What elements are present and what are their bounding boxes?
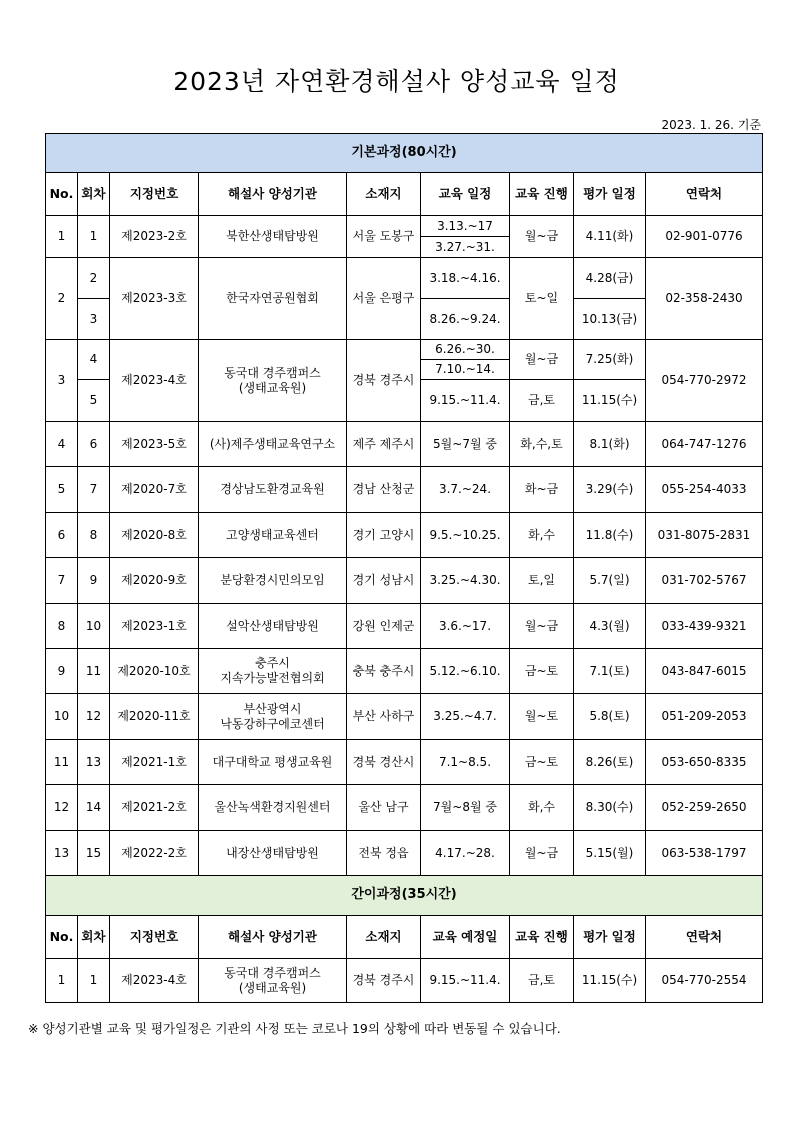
table-row [46,258,763,299]
cell-location: 경기 고양시 [347,513,421,558]
cell-eval: 7.25(화) [574,340,646,380]
cell-contact: 054-770-2554 [646,959,763,1003]
cell-round: 8 [78,513,110,558]
cell-round: 14 [78,785,110,831]
cell-no: 13 [46,831,78,876]
cell-schedule: 3.25.~4.30. [421,558,510,604]
cell-no: 9 [46,649,78,694]
table-row [46,694,763,740]
cell-days: 월~토 [510,694,574,740]
cell-institution [199,959,347,1003]
cell-days: 월~금 [510,604,574,649]
cell-designation: 제2021-1호 [110,740,199,785]
section-basic-title: 기본과정(80시간) [46,134,763,173]
cell-no: 7 [46,558,78,604]
cell-no: 1 [46,216,78,258]
cell-contact: 053-650-8335 [646,740,763,785]
section-short-title: 간이과정(35시간) [46,876,763,916]
cell-schedule: 6.26.~30. [421,340,510,360]
cell-eval: 8.1(화) [574,422,646,467]
cell-institution: 설악산생태탐방원 [199,604,347,649]
cell-institution: 고양생태교육센터 [199,513,347,558]
cell-institution: 북한산생태탐방원 [199,216,347,258]
cell-schedule: 5월~7월 중 [421,422,510,467]
cell-round: 5 [78,380,110,422]
cell-schedule: 3.18.~4.16. [421,258,510,299]
cell-schedule: 7월~8월 중 [421,785,510,831]
header-contact: 연락처 [646,916,763,959]
header-location: 소재지 [347,173,421,216]
cell-round: 1 [78,216,110,258]
cell-designation: 제2022-2호 [110,831,199,876]
cell-location: 부산 사하구 [347,694,421,740]
table-row [46,422,763,467]
cell-designation: 제2020-9호 [110,558,199,604]
cell-round: 10 [78,604,110,649]
institution-line: 지속가능발전협의회 [220,671,325,685]
cell-contact: 031-702-5767 [646,558,763,604]
cell-round: 7 [78,467,110,513]
cell-designation: 제2021-2호 [110,785,199,831]
cell-eval: 11.15(수) [574,380,646,422]
institution-line: 충주시 [255,656,290,670]
cell-contact: 02-358-2430 [646,258,763,340]
cell-location: 경기 성남시 [347,558,421,604]
cell-eval: 3.29(수) [574,467,646,513]
cell-institution: 한국자연공원협회 [199,258,347,340]
cell-eval: 8.26(토) [574,740,646,785]
cell-designation: 제2020-7호 [110,467,199,513]
cell-no: 1 [46,959,78,1003]
cell-location: 울산 남구 [347,785,421,831]
cell-no: 3 [46,340,78,422]
cell-designation: 제2023-4호 [110,959,199,1003]
cell-schedule: 3.25.~4.7. [421,694,510,740]
table-row [46,340,763,360]
cell-days: 화,수,토 [510,422,574,467]
cell-eval: 5.7(일) [574,558,646,604]
cell-schedule: 5.12.~6.10. [421,649,510,694]
cell-contact: 043-847-6015 [646,649,763,694]
cell-contact: 064-747-1276 [646,422,763,467]
cell-no: 2 [46,258,78,340]
cell-no: 5 [46,467,78,513]
cell-institution [199,649,347,694]
cell-schedule: 7.1~8.5. [421,740,510,785]
cell-contact: 055-254-4033 [646,467,763,513]
base-date: 2023. 1. 26. 기준 [661,118,761,132]
header-institution: 해설사 양성기관 [199,916,347,959]
cell-days: 금~토 [510,740,574,785]
cell-location: 서울 은평구 [347,258,421,340]
cell-location: 전북 정읍 [347,831,421,876]
institution-line: 낙동강하구에코센터 [220,716,325,731]
cell-days: 토~일 [510,258,574,340]
header-round: 회차 [78,916,110,959]
cell-institution [199,340,347,422]
cell-days: 토,일 [510,558,574,604]
header-edu-days: 교육 진행 [510,173,574,216]
cell-no: 12 [46,785,78,831]
table-row [46,785,763,831]
cell-no: 11 [46,740,78,785]
cell-institution: 울산녹색환경지원센터 [199,785,347,831]
table-row [46,649,763,694]
cell-eval: 7.1(토) [574,649,646,694]
cell-eval: 4.11(화) [574,216,646,258]
cell-institution: 내장산생태탐방원 [199,831,347,876]
institution-line: (생태교육원) [238,380,307,395]
header-eval: 평가 일정 [574,173,646,216]
cell-contact: 051-209-2053 [646,694,763,740]
cell-designation: 제2023-4호 [110,340,199,422]
header-designation: 지정번호 [110,173,199,216]
cell-location: 충북 충주시 [347,649,421,694]
cell-schedule: 3.6.~17. [421,604,510,649]
cell-days: 화~금 [510,467,574,513]
cell-schedule: 9.15.~11.4. [421,380,510,422]
cell-eval: 11.8(수) [574,513,646,558]
cell-no: 8 [46,604,78,649]
cell-eval: 5.8(토) [574,694,646,740]
cell-contact: 02-901-0776 [646,216,763,258]
cell-round: 3 [78,299,110,340]
footnote: ※ 양성기관별 교육 및 평가일정은 기관의 사정 또는 코로나 19의 상황에 따라 변동될 수 있습니다. [28,1021,561,1036]
cell-eval: 8.30(수) [574,785,646,831]
cell-institution: 경상남도환경교육원 [199,467,347,513]
cell-contact: 052-259-2650 [646,785,763,831]
cell-contact: 033-439-9321 [646,604,763,649]
header-edu-days: 교육 진행 [510,916,574,959]
cell-designation: 제2023-5호 [110,422,199,467]
table-row [46,604,763,649]
table-row [46,740,763,785]
table-row [46,959,763,1003]
cell-designation: 제2020-10호 [110,649,199,694]
cell-location: 제주 제주시 [347,422,421,467]
cell-schedule: 9.5.~10.25. [421,513,510,558]
header-row-short [46,916,763,959]
cell-schedule: 8.26.~9.24. [421,299,510,340]
cell-schedule: 7.10.~14. [421,360,510,380]
schedule-table [45,133,763,1003]
institution-line: 부산광역시 [243,701,302,716]
cell-round: 1 [78,959,110,1003]
cell-days: 금,토 [510,959,574,1003]
cell-schedule: 9.15.~11.4. [421,959,510,1003]
cell-location: 경북 경주시 [347,959,421,1003]
cell-round: 2 [78,258,110,299]
header-edu-schedule: 교육 일정 [421,173,510,216]
cell-round: 6 [78,422,110,467]
cell-days: 화,수 [510,785,574,831]
cell-schedule: 3.13.~17 [421,216,510,237]
cell-institution [199,694,347,740]
cell-eval: 10.13(금) [574,299,646,340]
cell-round: 15 [78,831,110,876]
cell-days: 화,수 [510,513,574,558]
cell-no: 6 [46,513,78,558]
cell-contact: 063-538-1797 [646,831,763,876]
cell-location: 강원 인제군 [347,604,421,649]
page-title: 2023년 자연환경해설사 양성교육 일정 [173,67,620,96]
header-designation: 지정번호 [110,916,199,959]
cell-designation: 제2020-8호 [110,513,199,558]
table-row [46,216,763,237]
cell-institution: (사)제주생태교육연구소 [199,422,347,467]
cell-location: 경북 경주시 [347,340,421,422]
cell-location: 경남 산청군 [347,467,421,513]
cell-round: 4 [78,340,110,380]
cell-round: 12 [78,694,110,740]
cell-days: 월~금 [510,340,574,380]
cell-schedule: 3.27.~31. [421,237,510,258]
cell-designation: 제2023-2호 [110,216,199,258]
header-eval: 평가 일정 [574,916,646,959]
cell-round: 11 [78,649,110,694]
cell-no: 4 [46,422,78,467]
institution-line: 동국대 경주캠퍼스 [224,365,321,380]
cell-no: 10 [46,694,78,740]
cell-designation: 제2020-11호 [110,694,199,740]
cell-days: 금~토 [510,649,574,694]
cell-contact: 054-770-2972 [646,340,763,422]
table-row [46,513,763,558]
cell-designation: 제2023-1호 [110,604,199,649]
cell-round: 13 [78,740,110,785]
cell-round: 9 [78,558,110,604]
cell-location: 서울 도봉구 [347,216,421,258]
header-edu-schedule-planned: 교육 예정일 [421,916,510,959]
institution-line: 동국대 경주캠퍼스 [224,965,321,980]
cell-days: 월~금 [510,831,574,876]
table-row [46,558,763,604]
cell-eval: 5.15(월) [574,831,646,876]
cell-location: 경북 경산시 [347,740,421,785]
header-round: 회차 [78,173,110,216]
header-no: No. [46,173,78,216]
header-no: No. [46,916,78,959]
table-row [46,831,763,876]
cell-eval: 4.3(월) [574,604,646,649]
header-location: 소재지 [347,916,421,959]
cell-schedule: 4.17.~28. [421,831,510,876]
header-contact: 연락처 [646,173,763,216]
cell-designation: 제2023-3호 [110,258,199,340]
header-institution: 해설사 양성기관 [199,173,347,216]
cell-eval: 4.28(금) [574,258,646,299]
cell-institution: 분당환경시민의모임 [199,558,347,604]
cell-institution: 대구대학교 평생교육원 [199,740,347,785]
table-row [46,467,763,513]
cell-eval: 11.15(수) [574,959,646,1003]
cell-days: 금,토 [510,380,574,422]
cell-days: 월~금 [510,216,574,258]
cell-schedule: 3.7.~24. [421,467,510,513]
cell-contact: 031-8075-2831 [646,513,763,558]
header-row-basic [46,173,763,216]
institution-line: (생태교육원) [238,980,307,995]
